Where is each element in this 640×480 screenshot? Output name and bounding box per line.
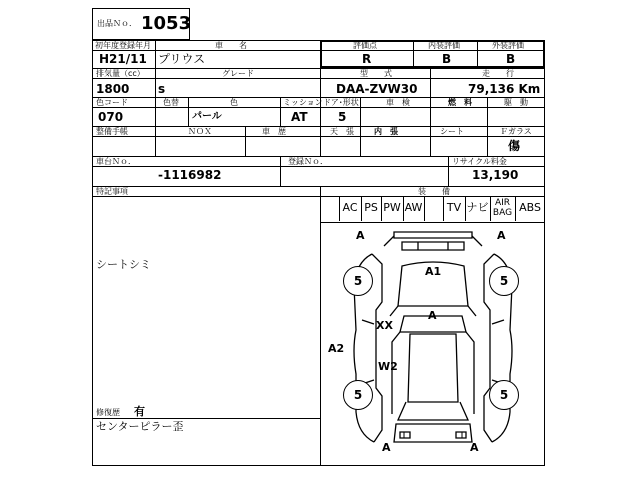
notes-text: シートシミ [96,258,151,271]
model-label: 型 式 [360,69,392,78]
grade-value: s [158,82,166,96]
color-value: パール [192,111,222,122]
displacement-value: 1800 [96,82,130,96]
first-reg-label: 初年度登録年月 [95,41,151,50]
chassis-label: 車台Ｎｏ． [96,157,136,166]
seat-label: シート [440,127,464,136]
reg-no-label: 登録Ｎｏ． [288,157,328,166]
notes-label: 特記事項 [96,187,128,196]
mark-floor: W2 [378,360,398,373]
equip-aw: AW [404,201,423,214]
interior-top-label: 内 張 [374,127,398,136]
rating-value: R [362,52,372,66]
transmission-value: AT [291,110,308,124]
fglass-value: 傷 [508,139,521,153]
interior-label: 内装評価 [428,41,460,50]
lot-number: 1053 [141,13,192,34]
tire-rear-right: 5 [489,380,519,410]
drive-label: 駆 動 [504,98,528,107]
lot-box [92,8,190,40]
fglass-label: Ｆガラス [500,127,532,136]
inspection-label: 車 検 [386,98,410,107]
doors-value: 5 [338,110,347,124]
fuel-label: 燃 料 [448,98,472,107]
maintenance-label: 整備手帳 [96,127,128,136]
model-value: DAA-ZVW30 [336,82,418,96]
mark-roof: A [428,309,437,322]
equip-tv: TV [446,201,462,214]
equipment-label: 装 備 [418,187,450,196]
grade-label: グレード [222,69,254,78]
mark-rear-right: A [470,441,479,454]
mileage-label: 走 行 [482,69,514,78]
mark-front-left: A [356,229,365,242]
color-code-value: 070 [98,110,124,124]
car-name-label: 車 名 [215,41,247,50]
tire-front-left: 5 [343,266,373,296]
equip-pw: PW [383,201,401,214]
mark-hood: A1 [425,265,442,278]
lot-label: 出品Ｎｏ． [97,19,137,28]
doors-label: ドア･形状 [323,98,359,107]
recycle-label: リサイクル料金 [452,157,507,166]
mileage-value: 79,136 Km [468,82,541,96]
equip-ps: PS [364,201,378,214]
repair-text: センターピラー歪 [96,420,184,433]
exterior-label: 外装評価 [492,41,524,50]
tire-front-right: 5 [489,266,519,296]
transmission-label: ミッション [283,98,323,107]
mark-rear-left: A [382,441,391,454]
car-diagram [322,224,544,466]
equip-abs: ABS [519,201,541,214]
mark-front-right: A [497,229,506,242]
car-name-value: プリウス [158,52,206,66]
mark-left-side: A2 [328,342,345,355]
mark-cabin: XX [376,319,393,332]
equip-navi: ナビ [466,201,489,214]
color-label: 色 [230,98,238,107]
equip-ac: AC [342,201,358,214]
nox-label: ＮＯＸ [188,127,212,136]
recycle-value: 13,190 [472,168,519,182]
chassis-value: -1116982 [158,168,222,182]
tire-rear-left: 5 [343,380,373,410]
equip-airbag: AIR BAG [492,198,513,218]
sunroof-label: 天 張 [330,127,354,136]
equipment-row [320,197,545,221]
exterior-value: B [506,52,516,66]
equip-blank [424,197,443,219]
displacement-label: 排気量（cc） [96,69,145,78]
first-reg-value: H21/11 [99,52,147,66]
repair-label: 修復歴 [96,408,120,417]
rating-label: 評価点 [353,41,377,50]
repair-value: 有 [134,405,145,418]
interior-value: B [442,52,452,66]
history-label: 車 歴 [262,127,286,136]
color-type-label: 色替 [163,98,179,107]
color-code-label: 色コード [96,98,128,107]
